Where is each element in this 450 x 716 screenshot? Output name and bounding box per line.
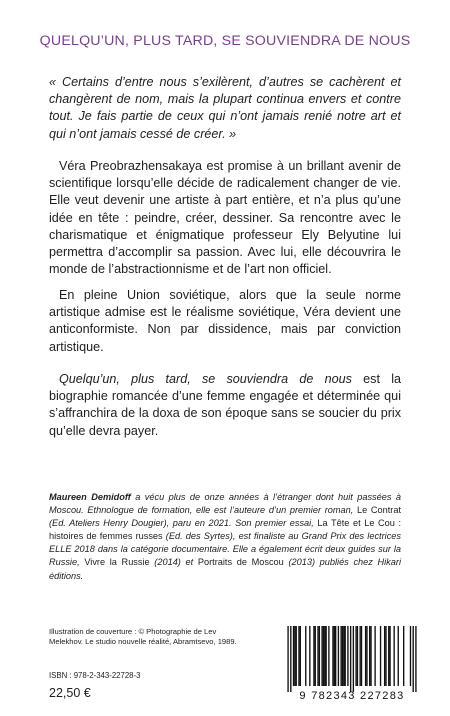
barcode-bar [389, 626, 390, 686]
barcode-bar [388, 626, 389, 686]
work-title: Portraits de Moscou [197, 557, 284, 568]
barcode-bar [319, 626, 320, 686]
barcode-bar [343, 626, 344, 686]
barcode-bar [328, 626, 329, 686]
barcode-bar [332, 626, 333, 686]
barcode-bar [323, 626, 324, 686]
blurb-paragraph-3-text: est la biographie romancée d’une femme engagée et déterminée qui s’affranchira de la doxa de son époque sans se soucier du prix qu’elle devra payer. [49, 372, 401, 438]
barcode-bar [335, 626, 336, 686]
barcode-bar [357, 626, 358, 686]
barcode-bar [298, 626, 299, 686]
barcode-bar [342, 626, 343, 686]
back-cover-title: QUELQU’UN, PLUS TARD, SE SOUVIENDRA DE NOUS [39, 33, 411, 49]
barcode-bar [294, 626, 295, 686]
barcode-bar [305, 626, 306, 686]
work-title: Le Contrat [356, 505, 401, 516]
barcode-bar [355, 626, 356, 686]
barcode-bar [413, 626, 414, 692]
barcode-bar [290, 626, 291, 692]
cover-credit: Illustration de couverture : © Photographie de Lev Melekhov. Le studio nouvelle réalité, Abramtsevo, 1989. [49, 627, 237, 647]
barcode-bar [385, 626, 386, 686]
barcode-bar [325, 626, 326, 686]
barcode-bar [317, 626, 318, 686]
barcode-bar [350, 626, 351, 692]
barcode-bar [338, 626, 339, 686]
barcode-bar [380, 626, 381, 686]
barcode-bar [398, 626, 399, 686]
barcode-bar [384, 626, 385, 686]
barcode-bar [403, 626, 404, 686]
price: 22,50 € [49, 686, 91, 700]
barcode-bar [353, 626, 354, 692]
barcode-bar [293, 626, 294, 686]
barcode-bar [415, 626, 416, 692]
barcode-bar [366, 626, 367, 686]
blurb-paragraph-1: Véra Preobrazhensakaya est promise à un brillant avenir de scientifique lorsqu’elle décide de radicalement changer de vie. Elle veut devenir une artiste à part entière, et n’a plus qu’une idée en tête : peindre, créer, dessiner. Sa rencontre avec le charismatique et énigmatique professeur Ely Belyutine lui permettra d’accomplir sa passion. Avec lui, elle découvrira le monde de l’abstractionnisme et de l’art non officiel. [49, 159, 401, 277]
barcode-bar [393, 626, 394, 686]
author-bio: Maureen Demidoff a vécu plus de onze années à l’étranger dont huit passées à Moscou. Ethnologue de formation, elle est l’auteure d’un premier roman, Le Contrat (Ed. Ateliers Henry Dougier), paru en 2021. Son premier essai, La Tête et Le Cou : histoires de femmes russes (Ed. des Syrtes), est finaliste au Grand Prix des lectrices ELLE 2018 dans la catégorie documentaire. Elle a également écrit deux guides sur la Russie, Vivre la Russie (2014) et Portraits de Moscou (2013) publiés chez Hikari éditions. [49, 492, 401, 581]
barcode-bars [284, 626, 420, 692]
barcode-bar [410, 626, 411, 686]
work-title: La Tête et Le Cou : histoires de femmes russes [49, 518, 401, 542]
work-title: Vivre la Russie [84, 557, 150, 568]
barcode-bar [309, 626, 310, 686]
barcode-bar [315, 626, 316, 686]
author-name: Maureen Demidoff [49, 492, 131, 502]
book-title-inline: Quelqu’un, plus tard, se souviendra de nous [59, 372, 352, 386]
isbn: ISBN : 978-2-343-22728-3 [49, 671, 141, 680]
barcode-bar [370, 626, 371, 686]
barcode-bar [321, 626, 322, 686]
barcode-bar [365, 626, 366, 686]
barcode-bar [361, 626, 362, 686]
barcode-bar [324, 626, 325, 686]
barcode-digits: 9 782343 227283 [299, 690, 405, 702]
barcode-bar [287, 626, 288, 692]
barcode-bar [296, 626, 297, 686]
barcode-bar [300, 626, 301, 686]
barcode-bar [313, 626, 314, 686]
barcode-bar [347, 626, 348, 686]
barcode-bar [345, 626, 346, 686]
barcode-bar [369, 626, 370, 686]
barcode-bar [340, 626, 341, 686]
barcode-bar [334, 626, 335, 686]
barcode-bar [359, 626, 360, 686]
blurb-paragraph-3 [49, 371, 401, 440]
barcode-bar [374, 626, 375, 686]
blurb-paragraph-2: En pleine Union soviétique, alors que la seule norme artistique admise est le réalisme soviétique, Véra devient une anticonformiste. Non par dissidence, mais par conviction artistique. [49, 288, 401, 354]
epigraph-quote: « Certains d’entre nous s’exilèrent, d’autres se cachèrent et changèrent de nom, mais la plupart continua envers et contre tout. Je fais partie de ceux qui n’ont jamais renié notre art et qui n’ont jamais cessé de créer. » [49, 75, 401, 141]
